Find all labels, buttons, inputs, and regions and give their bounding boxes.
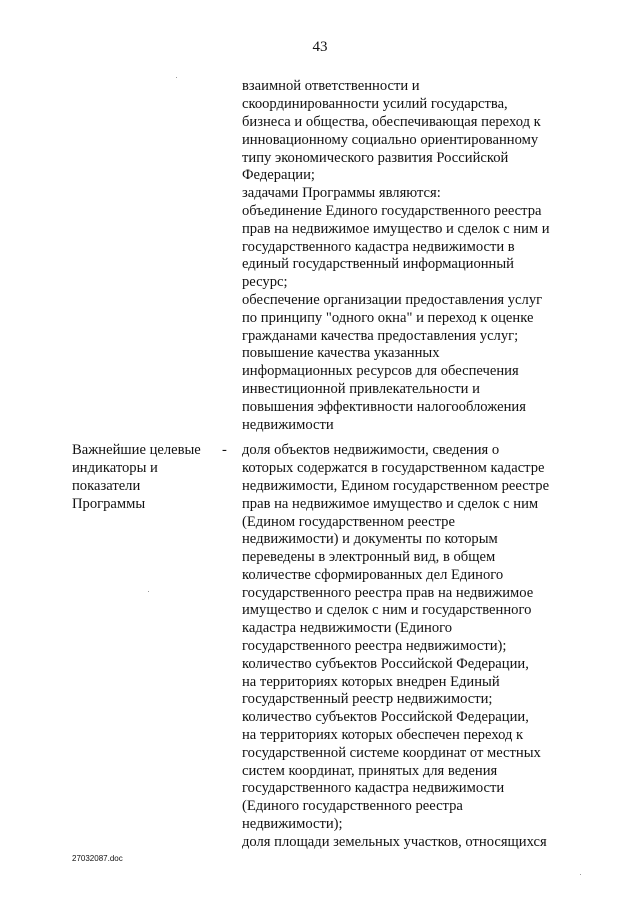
- text-line: государственного кадастра недвижимости в: [242, 239, 515, 255]
- text-line: ресурс;: [242, 274, 288, 290]
- text-line: недвижимости, Едином государственном реестре: [242, 478, 550, 494]
- text-line: по принципу "одного окна" и переход к оценке: [242, 310, 534, 326]
- text-line: обеспечение организации предоставления услуг: [242, 292, 543, 308]
- text-line: прав на недвижимое имущество и сделок с ним и: [242, 221, 550, 237]
- text-line: доля площади земельных участков, относящихся: [242, 834, 547, 850]
- file-name-footer: 27032087.doc: [72, 854, 123, 863]
- text-line: количестве сформированных дел Единого: [242, 567, 504, 583]
- label-line: показатели: [72, 478, 141, 494]
- text-line: государственного кадастра недвижимости: [242, 780, 505, 796]
- text-line: задачами Программы являются:: [242, 185, 441, 201]
- text-line: переведены в электронный вид, в общем: [242, 549, 496, 565]
- text-line: количество субъектов Российской Федерации,: [242, 656, 529, 672]
- text-line: единый государственный информационный: [242, 256, 514, 272]
- label-line: Программы: [72, 496, 146, 512]
- text-line: на территориях которых обеспечен переход к: [242, 727, 524, 743]
- text-line: повышения эффективности налогообложения: [242, 399, 526, 415]
- text-line: объединение Единого государственного реестра: [242, 203, 542, 219]
- text-line: (Единого государственного реестра: [242, 798, 463, 814]
- scan-speck: [176, 77, 177, 78]
- text-line: скоординированности усилий государства,: [242, 96, 508, 112]
- text-line: инновационному социально ориентированному: [242, 132, 539, 148]
- text-line: недвижимости: [242, 417, 334, 433]
- text-line: которых содержатся в государственном кадастре: [242, 460, 545, 476]
- page-number: 43: [312, 39, 328, 55]
- text-line: недвижимости);: [242, 816, 343, 832]
- text-line: количество субъектов Российской Федерации,: [242, 709, 529, 725]
- text-line: имущество и сделок с ним и государственного: [242, 602, 532, 618]
- label-line: индикаторы и: [72, 460, 158, 476]
- text-line: государственного реестра прав на недвижимое: [242, 585, 534, 601]
- text-line: государственного реестра недвижимости);: [242, 638, 507, 654]
- text-line: (Едином государственном реестре: [242, 514, 455, 530]
- text-line: гражданами качества предоставления услуг;: [242, 328, 519, 344]
- text-line: систем координат, принятых для ведения: [242, 763, 498, 779]
- label-line: Важнейшие целевые: [72, 442, 201, 458]
- text-line: государственный реестр недвижимости;: [242, 691, 493, 707]
- text-line: кадастра недвижимости (Единого: [242, 620, 453, 636]
- separator-dash: -: [222, 442, 227, 458]
- text-line: повышение качества указанных: [242, 345, 440, 361]
- text-line: недвижимости) и документы по которым: [242, 531, 498, 547]
- scan-speck: [580, 874, 581, 875]
- text-line: государственной системе координат от местных: [242, 745, 541, 761]
- text-line: Федерации;: [242, 167, 315, 183]
- text-line: инвестиционной привлекательности и: [242, 381, 480, 397]
- text-line: прав на недвижимое имущество и сделок с ним: [242, 496, 539, 512]
- scan-speck: [148, 591, 149, 592]
- text-line: доля объектов недвижимости, сведения о: [242, 442, 500, 458]
- text-line: бизнеса и общества, обеспечивающая переход к: [242, 114, 541, 130]
- text-line: информационных ресурсов для обеспечения: [242, 363, 519, 379]
- text-line: взаимной ответственности и: [242, 78, 420, 94]
- text-line: типу экономического развития Российской: [242, 150, 509, 166]
- text-line: на территориях которых внедрен Единый: [242, 674, 500, 690]
